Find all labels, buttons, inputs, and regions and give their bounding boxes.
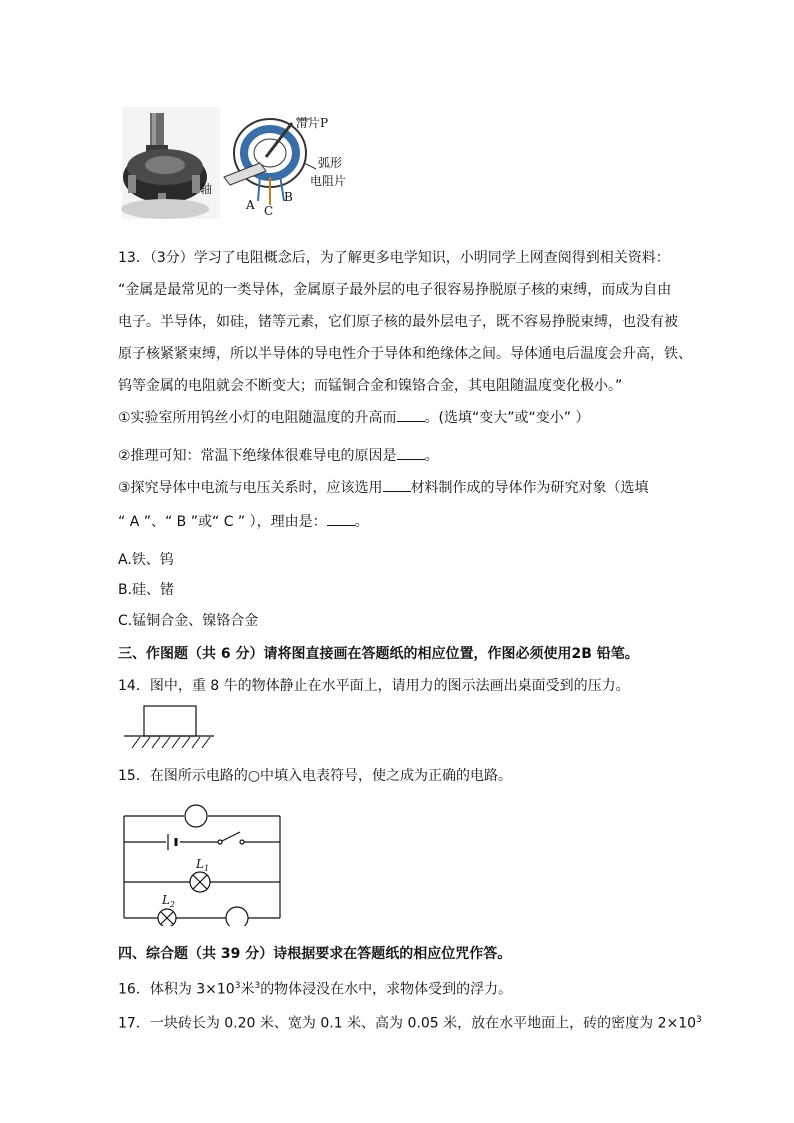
q13-sub2-blank[interactable]	[397, 447, 425, 460]
q14-text: 14．图中，重 8 牛的物体静止在水平面上，请用力的图示法画出桌面受到的压力。	[118, 678, 630, 694]
q13-sub3-cont	[118, 512, 369, 532]
q13-sub1-text-a: ①实验室所用钨丝小灯的电阻随温度的升高而	[118, 410, 397, 426]
potentiometer-photo	[121, 107, 220, 219]
potentiometer-figure	[120, 105, 360, 225]
q16-text-c: 的物体浸没在水中，求物体受到的浮力。	[260, 981, 513, 998]
q13-sub1	[118, 408, 590, 428]
q13-sub2	[118, 446, 439, 466]
q13-sub3-text-c: “ A ”、“ B ”或“ C ” ），理由是：	[118, 514, 327, 530]
section4-title: 四、综合题（共 39 分）诗根据要求在答题纸的相应位咒作答。	[118, 946, 512, 962]
label-l2: $L_2$	[162, 893, 176, 909]
q16-exponent: 3	[234, 981, 241, 991]
q13-sub2-text-a: ②推理可知：常温下绝缘体很难导电的原因是	[118, 448, 397, 464]
q13-sub2-text-b: 。	[424, 448, 439, 464]
q13-quote-2: 电子。半导体，如硅，锗等元素，它们原子核的最外层电子，既不容易挣脱束缚，也没有被	[118, 314, 678, 330]
meter-slot-bottom[interactable]	[226, 907, 248, 926]
q13-option-b: B.硅、锗	[118, 582, 175, 598]
q16-unit-exponent: 3	[254, 981, 261, 991]
q15-circuit	[118, 796, 288, 926]
q14-figure	[122, 704, 218, 752]
label-l1: $L_1$	[196, 857, 210, 873]
q13-sub1-text-b: 。(选填“变大”或“变小” ）	[424, 410, 590, 426]
q13-quote-4: 钨等金属的电阻就会不断变大；而锰铜合金和镍铬合金，其电阻随温度变化极小。”	[118, 378, 623, 394]
q13-sub3-blank-1[interactable]	[383, 479, 411, 492]
lamp-l2-symbol	[158, 909, 176, 926]
q13-sub1-blank[interactable]	[397, 409, 425, 422]
lamp-l1-symbol	[190, 872, 210, 892]
switch-symbol	[218, 832, 244, 844]
label-shaft: 轴	[200, 182, 213, 196]
label-b: B	[284, 190, 293, 204]
q13-sub3	[118, 478, 649, 498]
q16-text-b: 米	[240, 981, 255, 998]
q13-sub3-text-a: ③探究导体中电流与电压关系时，应该选用	[118, 480, 383, 496]
q17-text-a: 17．一块砖长为 0.20 米、宽为 0.1 米、高为 0.05 米，放在水平地面上，砖的密度为 2×10	[118, 1015, 697, 1032]
q13-quote-1: “金属是最常见的一类导体，金属原子最外层的电子很容易挣脱原子核的束缚，而成为自由	[118, 282, 672, 298]
battery-symbol	[168, 834, 176, 850]
q15-text: 15．在图所示电路的○中填入电表符号，使之成为正确的电路。	[118, 768, 513, 784]
q14-ground-hatch	[132, 737, 210, 748]
q13-sub3-text-d: 。	[354, 514, 369, 530]
q13-option-c: C.锰铜合金、镍铬合金	[118, 613, 259, 629]
potentiometer-schematic	[224, 119, 316, 205]
q13-sub3-text-b: 材料制作成的导体作为研究对象（选填	[410, 480, 649, 496]
q13-sub3-blank-2[interactable]	[327, 513, 355, 526]
label-arc: 弧形	[318, 156, 343, 170]
meter-slot-top[interactable]	[185, 805, 207, 827]
q17-exponent: 3	[696, 1015, 702, 1025]
q13-intro: 13．（3分）学习了电阻概念后，为了解更多电学知识，小明同学上网查阅得到相关资料：	[118, 250, 670, 266]
label-a: A	[246, 198, 255, 212]
q16-text	[118, 976, 512, 1000]
q16-text-a: 16．体积为 3×10	[118, 981, 235, 998]
label-slider: 滑片P	[296, 116, 329, 130]
section3-title: 三、作图题（共 6 分）请将图直接画在答题纸的相应位置，作图必须使用2B 铅笔。	[118, 646, 639, 662]
label-arc2: 电阻片	[310, 174, 347, 188]
q13-option-a: A.铁、钨	[118, 552, 174, 568]
q13-quote-3: 原子核紧紧束缚，所以半导体的导电性介于导体和绝缘体之间。导体通电后温度会升高，铁、	[118, 346, 692, 362]
label-c: C	[264, 204, 274, 218]
q14-block	[144, 706, 196, 736]
q17-text	[118, 1010, 702, 1034]
